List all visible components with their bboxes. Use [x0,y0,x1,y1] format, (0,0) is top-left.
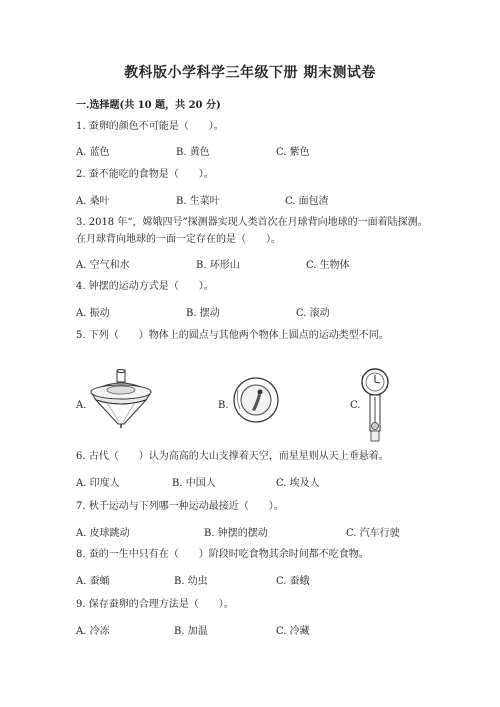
question-2: 2. 蚕不能吃的食物是（ ）。 [76,169,214,180]
q2-option-b[interactable]: B. 生菜叶 [176,196,220,207]
q8-option-c[interactable]: C. 蚕蛾 [276,576,310,587]
q5-option-c[interactable]: C. [350,400,361,411]
q4-option-b[interactable]: B. 摆动 [186,308,220,319]
q6-option-a[interactable]: A. 印度人 [76,478,120,489]
question-5: 5. 下列（ ）物体上的圆点与其他两个物体上圆点的运动类型不同。 [76,330,389,341]
q6-option-b[interactable]: B. 中国人 [172,478,216,489]
page-title: 教科版小学科学三年级下册 期末测试卷 [124,65,376,81]
q4-option-a[interactable]: A. 振动 [76,308,110,319]
q3-option-a[interactable]: A. 空气和水 [76,260,130,271]
q8-option-b[interactable]: B. 幼虫 [174,576,208,587]
q2-option-c[interactable]: C. 面包渣 [285,196,329,207]
q3-option-c[interactable]: C. 生物体 [306,260,350,271]
q2-option-a[interactable]: A. 桑叶 [76,196,110,207]
question-8: 8. 蚕的一生中只有在（ ）阶段时吃食物其余时间都不吃食物。 [76,549,369,560]
question-7: 7. 秋千运动与下列哪一种运动最接近（ ）。 [76,501,284,512]
q1-option-b[interactable]: B. 黄色 [176,147,210,158]
q9-option-a[interactable]: A. 冷冻 [76,626,110,637]
q7-option-c[interactable]: C. 汽车行驶 [346,528,400,539]
q9-option-c[interactable]: C. 冷藏 [276,626,310,637]
spinning-top-image [86,368,156,430]
q7-option-b[interactable]: B. 钟摆的摆动 [204,528,268,539]
q5-option-b[interactable]: B. [218,400,229,411]
pendulum-clock-image [358,366,392,444]
q4-option-c[interactable]: C. 滚动 [296,308,330,319]
rolling-wheel-image [232,376,280,424]
q6-option-c[interactable]: C. 埃及人 [276,478,320,489]
question-1: 1. 蚕卵的颜色不可能是（ ）。 [76,121,224,132]
q5-option-a[interactable]: A. [76,400,87,411]
q9-option-b[interactable]: B. 加温 [174,626,208,637]
q8-option-a[interactable]: A. 蚕蛹 [76,576,110,587]
q1-option-a[interactable]: A. 蓝色 [76,147,110,158]
question-9: 9. 保存蚕卵的合理方法是（ ）。 [76,599,234,610]
q7-option-a[interactable]: A. 皮球跳动 [76,528,130,539]
question-4: 4. 钟摆的运动方式是（ ）。 [76,281,214,292]
question-6: 6. 古代（ ）认为高高的大山支撑着天空，而星星则从天上垂悬着。 [76,451,389,462]
section-heading: 一.选择题(共 10 题，共 20 分) [76,100,221,111]
q3-option-b[interactable]: B. 环形山 [196,260,240,271]
question-3: 3. 2018 年“，嫦娥四号”探测器实现人类首次在月球背向地球的一面着陆探测。在月球背向地球的一面一定存在的是（ ）。 [76,217,428,245]
q1-option-c[interactable]: C. 紫色 [276,147,310,158]
